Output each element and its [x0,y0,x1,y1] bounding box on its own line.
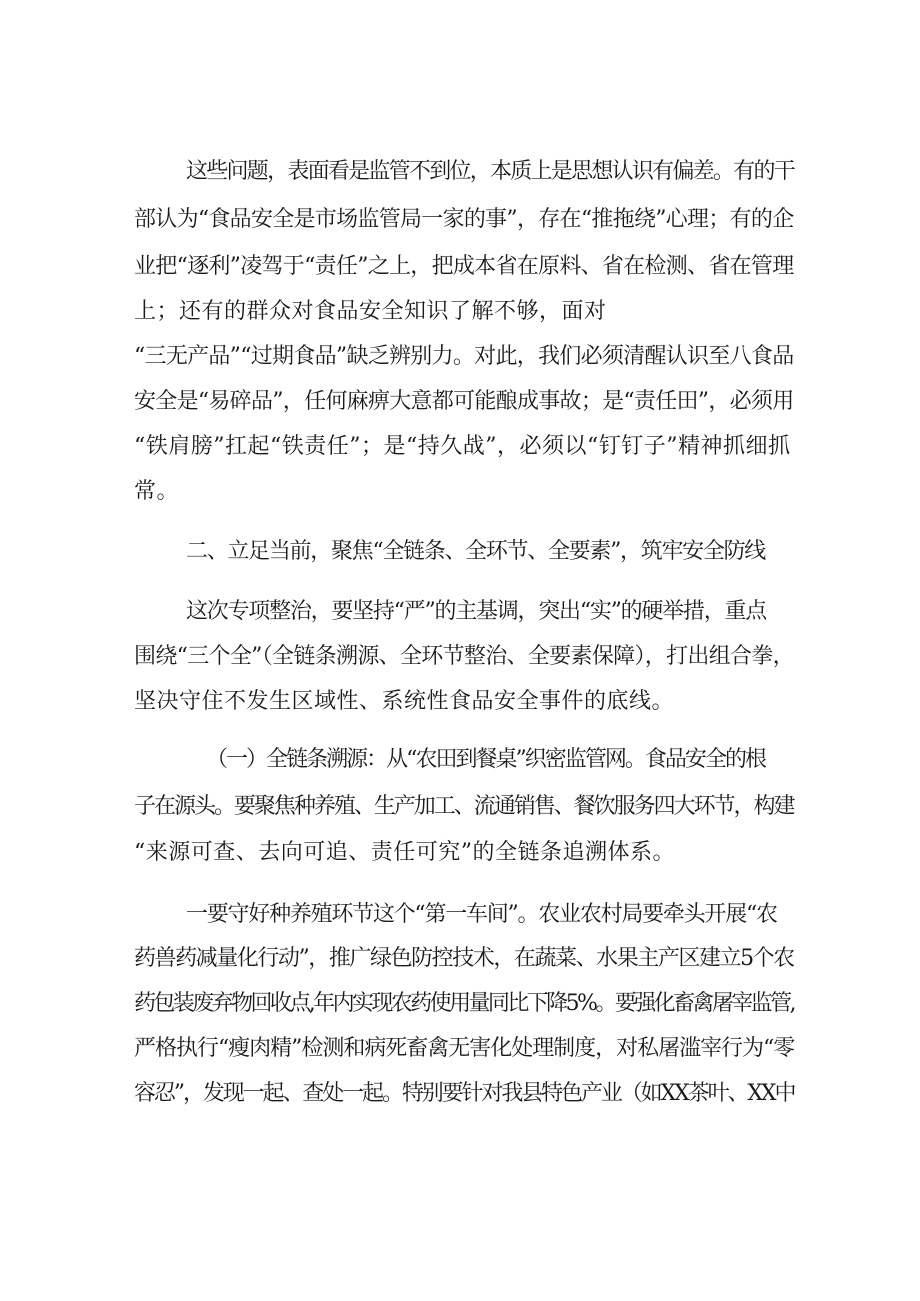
paragraph-1-line-1: 这些问题，表面看是监管不到位，本质上是思想认识有偏差。有的干 [186,159,795,184]
paragraph-3-line-2: 围绕“三个全”（全链条溯源、全环节整治、全要素保障），打出组合拳， [134,644,794,669]
paragraph-1-line-6: 安全是“易碎品”，任何麻痹大意都可能酿成事故；是“责任田”，必须用 [134,389,794,414]
paragraph-1-line-4: 上；还有的群众对食品安全知识了解不够，面对 [134,299,607,324]
paragraph-5-line-1: 一要守好种养殖环节这个“第一车间”。农业农村局要牵头开展“农 [186,902,777,927]
paragraph-4-line-2: 子在源头。要聚焦种养殖、生产加工、流通销售、餐饮服务四大环节，构建 [134,794,794,819]
paragraph-3-line-1: 这次专项整治，要坚持“严”的主基调，突出“实”的硬举措，重点 [186,599,766,624]
paragraph-4-line-1: （一）全链条溯源：从“农田到餐桌”织密监管网。食品安全的根 [206,747,765,772]
paragraph-1-line-2: 部认为“食品安全是市场监管局一家的事”，存在“推拖绕”心理；有的企 [134,207,794,232]
paragraph-1-line-8: 常。 [134,479,180,504]
paragraph-1-line-3: 业把“逐利”凌驾于“责任”之上，把成本省在原料、省在检测、省在管理 [134,254,794,279]
paragraph-5-line-4: 严格执行“瘦肉精”检测和病死畜禽无害化处理制度，对私屠滥宰行为“零 [134,1036,795,1061]
paragraph-1-line-5: “三无产品”“过期食品”缺乏辨别力。对此，我们必须清醒认识至八食品 [134,344,794,369]
paragraph-5-line-5: 容忍”，发现一起、查处一起。特别要针对我县特色产业（如XX茶叶、XX中 [134,1081,795,1106]
section-heading: 二、立足当前，聚焦“全链条、全环节、全要素”，筑牢安全防线 [186,539,765,564]
paragraph-4-line-3: “来源可查、去向可追、责任可究”的全链条追溯体系。 [134,840,675,865]
paragraph-5-line-2: 药兽药减量化行动”，推广绿色防控技术，在蔬菜、水果主产区建立5个农 [134,946,794,971]
paragraph-1-line-7: “铁肩膀”扛起“铁责任”；是“持久战”，必须以“钉钉子”精神抓细抓 [134,434,791,459]
paragraph-3-line-3: 坚决守住不发生区域性、系统性食品安全事件的底线。 [134,689,675,714]
paragraph-5-line-3: 药包装废弃物回收点,年内实现农药使用量同比下降5%。要强化畜禽屠宰监管, [134,991,794,1016]
